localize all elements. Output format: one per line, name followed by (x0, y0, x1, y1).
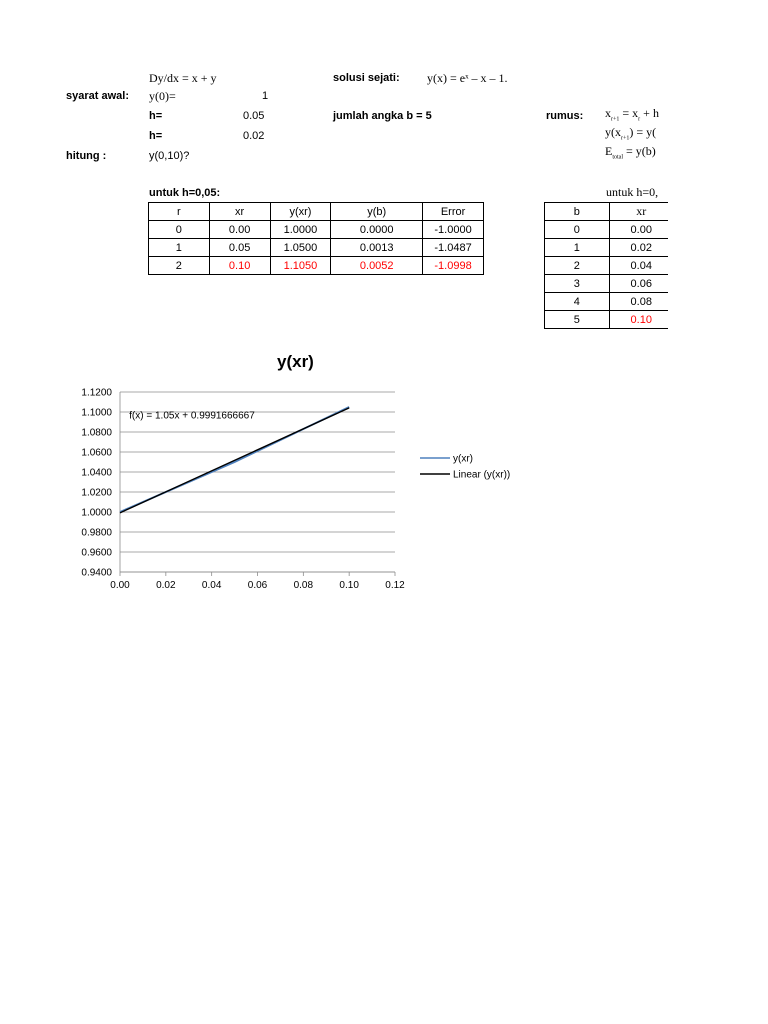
y-tick-label: 1.0400 (81, 467, 112, 479)
h2-label: h= (149, 130, 163, 142)
table-cell: 0 (545, 221, 610, 239)
table-cell: 2 (149, 257, 210, 275)
formula-yxr1: $y(x_{r+1}) = y$( (605, 125, 657, 142)
y-tick-label: 1.0200 (81, 487, 112, 499)
column-header: xr (609, 203, 668, 221)
table-cell-highlight: 1.1050 (270, 257, 331, 275)
table-cell: 5 (545, 311, 610, 329)
table-cell: 1 (545, 239, 610, 257)
table-cell-highlight: 0.0052 (331, 257, 423, 275)
x-tick-label: 0.00 (110, 580, 130, 591)
x-tick-label: 0.12 (385, 580, 405, 591)
chart-series (120, 407, 349, 513)
table-header-row (545, 203, 669, 221)
table-cell-highlight: 0.10 (609, 311, 668, 329)
results-table-h005 (148, 202, 484, 275)
table-row (149, 239, 484, 257)
yxr-chart (0, 380, 768, 640)
table-cell: 3 (545, 275, 610, 293)
table-row (545, 293, 669, 311)
y-tick-label: 0.9800 (81, 527, 112, 539)
table-cell: 0.04 (609, 257, 668, 275)
table-row (545, 239, 669, 257)
y-tick-label: 1.0800 (81, 427, 112, 439)
legend-label: Linear (y(xr)) (453, 469, 511, 481)
x-tick-label: 0.02 (156, 580, 176, 591)
x-tick-label: 0.08 (293, 580, 314, 591)
y-tick-label: 1.1000 (81, 407, 112, 419)
syarat-awal-label: syarat awal: (66, 90, 129, 102)
y-tick-label: 0.9400 (81, 567, 112, 579)
table-cell: 4 (545, 293, 610, 311)
table1-caption: untuk h=0,05: (149, 187, 221, 199)
x-tick-label: 0.06 (247, 580, 268, 591)
chart-legend (420, 454, 510, 481)
table2-caption: untuk h=0, (606, 185, 659, 199)
table-row (545, 311, 669, 329)
table-header-row (149, 203, 484, 221)
y-tick-label: 1.0000 (81, 507, 112, 519)
table-cell: 2 (545, 257, 610, 275)
table-cell: 0.02 (609, 239, 668, 257)
table-cell: 0.06 (609, 275, 668, 293)
table-row (545, 221, 669, 239)
trendline-linear (120, 408, 349, 513)
column-header: xr (209, 203, 270, 221)
y-tick-label: 1.0600 (81, 447, 112, 459)
rumus-label: rumus: (546, 110, 584, 122)
ode-equation: Dy/dx = x + y (149, 71, 217, 85)
series-line-yxr (120, 407, 349, 512)
formula-etotal: $E_{total} = y(b)$ (605, 144, 656, 161)
column-header: b (545, 203, 610, 221)
chart-tick-labels (81, 388, 405, 592)
legend-label: y(xr) (453, 453, 473, 465)
h1-value: 0.05 (243, 110, 265, 122)
table-row (545, 275, 669, 293)
table-cell: 1 (149, 239, 210, 257)
table-cell: 0 (149, 221, 210, 239)
table-cell-highlight: -1.0998 (423, 257, 484, 275)
column-header: r (149, 203, 210, 221)
table-cell: 0.08 (609, 293, 668, 311)
table-cell: 0.0013 (331, 239, 423, 257)
y-tick-label: 0.9600 (81, 547, 112, 559)
table-cell: 0.00 (209, 221, 270, 239)
table-cell: 1.0500 (270, 239, 331, 257)
formula-panel (605, 104, 667, 166)
jumlah-angka-label: jumlah angka b = 5 (333, 110, 432, 122)
table-row (149, 257, 484, 275)
x-tick-label: 0.10 (339, 580, 359, 591)
y0-label: y(0)= (149, 89, 176, 103)
table-cell: -1.0487 (423, 239, 484, 257)
x-tick-label: 0.04 (201, 580, 222, 591)
table-cell-highlight: 0.10 (209, 257, 270, 275)
table2-caption-clip (606, 184, 668, 202)
results-table-h002 (544, 202, 668, 329)
h2-value: 0.02 (243, 130, 265, 142)
table-cell: 0.0000 (331, 221, 423, 239)
hitung-label: hitung : (66, 150, 107, 162)
column-header: y(b) (331, 203, 423, 221)
trendline-equation: f(x) = 1.05x + 0.9991666667 (129, 410, 255, 422)
table-row (149, 221, 484, 239)
table-row (545, 257, 669, 275)
column-header: Error (423, 203, 484, 221)
y0-value: 1 (262, 90, 269, 102)
y-tick-label: 1.1200 (81, 387, 112, 399)
chart-title: y(xr) (277, 352, 314, 371)
table-cell: -1.0000 (423, 221, 484, 239)
solusi-label: solusi sejati: (333, 72, 400, 84)
table-cell: 0.00 (609, 221, 668, 239)
solusi-formula: y(x) = eˣ – x – 1. (427, 71, 508, 85)
h1-label: h= (149, 110, 163, 122)
formula-xr1: $x_{r+1} = x_r + h$ (605, 106, 659, 123)
column-header: y(xr) (270, 203, 331, 221)
table-cell: 0.05 (209, 239, 270, 257)
table-cell: 1.0000 (270, 221, 331, 239)
table2-clip (543, 201, 668, 333)
hitung-value: y(0,10)? (149, 150, 190, 162)
